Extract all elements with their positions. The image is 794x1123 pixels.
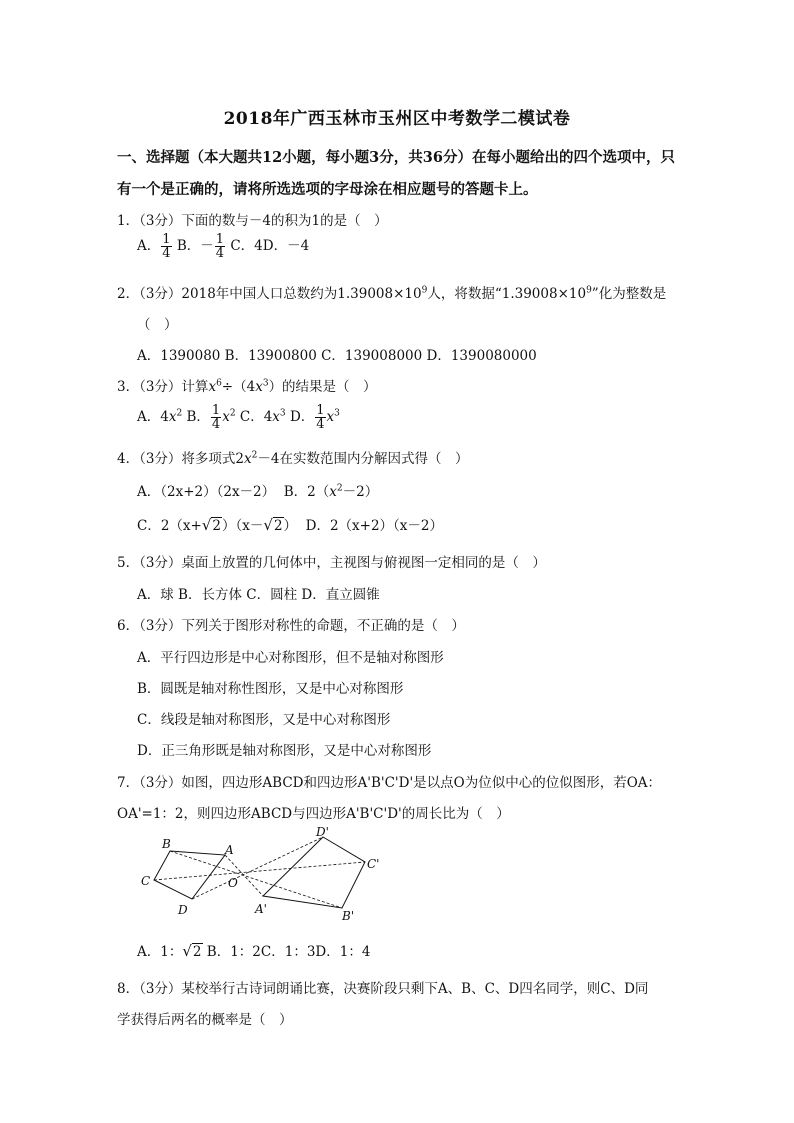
question-4-stem: 4．（3分）将多项式$2x^2-4$在实数范围内分解因式得（ ） bbox=[117, 450, 469, 467]
label-a-prime: A' bbox=[255, 902, 267, 916]
question-6-option-c: C．线段是轴对称图形，又是中心对称图形 bbox=[137, 712, 391, 728]
sqrt-symbol: √2 bbox=[263, 516, 283, 534]
label-c-prime: C' bbox=[367, 857, 380, 871]
label-d-prime: D' bbox=[316, 826, 329, 839]
large-quadrilateral bbox=[263, 837, 365, 908]
fraction: $\frac{1}{4}$ bbox=[215, 232, 225, 261]
question-4-options-ab: A．（2x+2）（2x－2） B．$2(x^2-2)$ bbox=[137, 483, 379, 500]
section-heading-line2: 有一个是正确的，请将所选选项的字母涂在相应题号的答题卡上。 bbox=[117, 181, 538, 198]
question-6-option-d: D．正三角形既是轴对称图形，又是中心对称图形 bbox=[137, 743, 432, 759]
question-4-options-cd: C．2（x+√2）（x－√2） D．2（x+2）（x－2） bbox=[137, 516, 444, 534]
question-1-stem: 1．（3分）下面的数与－4的积为1的是（ ） bbox=[117, 213, 388, 229]
question-8-line1: 8．（3分）某校举行古诗词朗诵比赛，决赛阶段只剩下A、B、C、D四名同学，则C、D同 bbox=[117, 981, 649, 997]
label-o: O bbox=[228, 876, 238, 890]
question-6-option-a: A．平行四边形是中心对称图形，但不是轴对称图形 bbox=[137, 650, 444, 666]
question-5-options: A．球 B．长方体 C．圆柱 D．直立圆锥 bbox=[137, 587, 380, 603]
question-2-paren: （ ） bbox=[137, 317, 178, 333]
homothety-rays bbox=[154, 837, 365, 908]
fraction: $\frac{1}{4}$ bbox=[211, 403, 221, 432]
question-6-stem: 6．（3分）下列关于图形对称性的命题，不正确的是（ ） bbox=[117, 618, 465, 634]
label-d: D bbox=[178, 903, 188, 917]
question-3-options: A．$4x^2$ B． $\frac{1}{4}$ $x^2$ C．$4x^3$ D． $\frac{1}{4}$ $x^3$ bbox=[137, 403, 340, 432]
label-b: B bbox=[162, 837, 171, 851]
question-7-line1: 7．（3分）如图，四边形ABCD和四边形A'B'C'D'是以点O为位似中心的位似图形，若OA： bbox=[117, 775, 662, 791]
question-7-options: A．1：√2 B．1：2C．1：3D．1：4 bbox=[137, 942, 371, 960]
label-a: A bbox=[225, 843, 234, 857]
section-heading-line1: 一、选择题（本大题共12小题，每小题3分，共36分）在每小题给出的四个选项中，只 bbox=[117, 149, 675, 166]
label-b-prime: B' bbox=[342, 909, 355, 922]
question-1-options: A． $\frac{1}{4}$ B．－ $\frac{1}{4}$ C．4D．－4 bbox=[137, 232, 310, 261]
question-3-stem: 3．（3分）计算$x^6\div(4x^3)$的结果是（ ） bbox=[117, 378, 377, 395]
question-2-options: A．1390080 B．13900800 C．139008000 D．1390080000 bbox=[137, 348, 537, 364]
label-c: C bbox=[141, 874, 151, 888]
question-7-line2: OA'=1：2，则四边形ABCD与四边形A'B'C'D'的周长比为（ ） bbox=[117, 806, 510, 822]
homothety-figure bbox=[130, 826, 390, 922]
question-2-stem: 2．（3分）2018年中国人口总数约为$1.39008\times 10^9$人，将数据“$1.39008\times 10^9$”化为整数是 bbox=[117, 285, 667, 302]
question-8-line2: 学获得后两名的概率是（ ） bbox=[117, 1012, 293, 1028]
question-6-option-b: B．圆既是轴对称性图形，又是中心对称图形 bbox=[137, 681, 404, 697]
fraction: $\frac{1}{4}$ bbox=[316, 403, 325, 432]
sqrt-symbol: √2 bbox=[201, 516, 221, 534]
question-5-stem: 5．（3分）桌面上放置的几何体中，主视图与俯视图一定相同的是（ ） bbox=[117, 555, 546, 571]
page-title: 2018年广西玉林市玉州区中考数学二模试卷 bbox=[223, 109, 571, 129]
sqrt-symbol: √2 bbox=[182, 942, 202, 960]
fraction: $\frac{1}{4}$ bbox=[162, 232, 171, 261]
